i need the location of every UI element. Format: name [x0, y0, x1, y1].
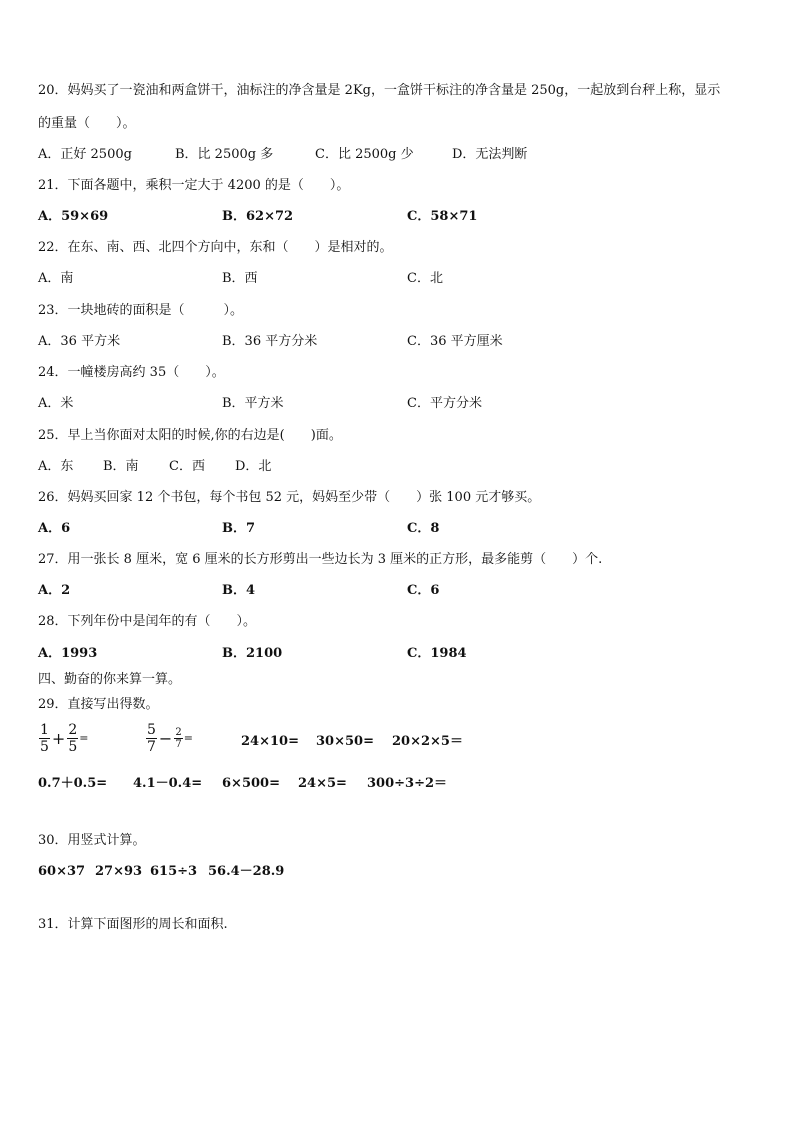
q29-expr: 20×2×5＝ [392, 734, 463, 749]
q30-expr: 60×37 [38, 864, 86, 879]
q30-expr: 56.4－28.9 [208, 864, 285, 879]
q29-expr: 0.7＋0.5= [38, 776, 108, 791]
q29-expr: 24×5= [298, 776, 347, 791]
q26-option-c: C．8 [407, 521, 440, 536]
operator: − [158, 728, 173, 748]
q28-stem: 28．下列年份中是闰年的有（ ）。 [38, 614, 257, 629]
q29-fraction-expr-1 [38, 722, 88, 755]
q27-option-b: B．4 [222, 583, 256, 598]
section-heading: 四、勤奋的你来算一算。 [38, 672, 182, 687]
q24-option-b: B．平方米 [222, 396, 284, 411]
q24-option-c: C．平方分米 [407, 396, 482, 411]
denominator: 5 [40, 739, 49, 755]
fraction [67, 722, 78, 755]
numerator: 2 [175, 727, 182, 738]
q23-option-b: B．36 平方分米 [222, 334, 318, 349]
q29-expr: 300÷3÷2＝ [367, 776, 448, 791]
q30-expr: 615÷3 [150, 864, 198, 879]
q25-option-c: C．西 [169, 459, 205, 474]
fraction [146, 722, 157, 755]
q21-option-a: A．59×69 [38, 209, 109, 224]
fraction [39, 722, 50, 755]
q25-option-d: D．北 [235, 459, 272, 474]
q21-stem: 21．下面各题中，乘积一定大于 4200 的是（ ）。 [38, 178, 350, 193]
q28-option-c: C．1984 [407, 646, 467, 661]
q21-option-c: C．58×71 [407, 209, 478, 224]
q25-stem: 25．早上当你面对太阳的时候,你的右边是( )面。 [38, 428, 342, 443]
q21-option-b: B．62×72 [222, 209, 294, 224]
q25-option-a: A．东 [38, 459, 74, 474]
q27-option-a: A．2 [38, 583, 71, 598]
q29-stem: 29．直接写出得数。 [38, 697, 159, 712]
q30-expr: 27×93 [95, 864, 143, 879]
q24-option-a: A．米 [38, 396, 74, 411]
q29-expr: 4.1－0.4= [133, 776, 203, 791]
equals-sign: = [183, 731, 193, 745]
q29-expr: 24×10= [241, 734, 299, 749]
q26-option-b: B．7 [222, 521, 256, 536]
q20-option-b: B．比 2500g 多 [175, 147, 274, 162]
q22-option-c: C．北 [407, 271, 443, 286]
q26-stem: 26．妈妈买回家 12 个书包，每个书包 52 元，妈妈至少带（ ）张 100 元才够买。 [38, 490, 541, 505]
equals-sign: = [79, 731, 89, 745]
q20-stem-line2: 的重量（ ）。 [38, 116, 136, 131]
q29-expr: 30×50= [316, 734, 374, 749]
q23-stem: 23．一块地砖的面积是（ ）。 [38, 303, 244, 318]
q22-stem: 22．在东、南、西、北四个方向中，东和（ ）是相对的。 [38, 240, 393, 255]
q20-option-a: A．正好 2500g [38, 147, 132, 162]
fraction [174, 727, 182, 750]
q29-fraction-expr-2 [145, 722, 193, 755]
q20-option-d: D．无法判断 [452, 147, 528, 162]
q27-stem: 27．用一张长 8 厘米，宽 6 厘米的长方形剪出一些边长为 3 厘米的正方形，最多能剪（ ）个. [38, 552, 603, 567]
q22-option-a: A．南 [38, 271, 74, 286]
q29-expr: 6×500= [222, 776, 280, 791]
numerator: 5 [147, 722, 156, 738]
denominator: 7 [175, 739, 182, 750]
q24-stem: 24．一幢楼房高约 35（ ）。 [38, 365, 225, 380]
q28-option-b: B．2100 [222, 646, 283, 661]
denominator: 5 [68, 739, 78, 755]
q25-option-b: B．南 [103, 459, 139, 474]
numerator: 2 [68, 722, 78, 738]
q22-option-b: B．西 [222, 271, 258, 286]
q31-stem: 31．计算下面图形的周长和面积. [38, 917, 228, 932]
q26-option-a: A．6 [38, 521, 71, 536]
q23-option-a: A．36 平方米 [38, 334, 121, 349]
q27-option-c: C．6 [407, 583, 440, 598]
q20-option-c: C．比 2500g 少 [315, 147, 414, 162]
q20-stem-line1: 20．妈妈买了一瓷油和两盒饼干，油标注的净含量是 2Kg，一盒饼干标注的净含量是 250g，一起放到台秤上称，显示 [38, 83, 721, 98]
q28-option-a: A．1993 [38, 646, 98, 661]
operator: + [51, 728, 66, 748]
denominator: 7 [147, 739, 156, 755]
q30-stem: 30．用竖式计算。 [38, 833, 146, 848]
q23-option-c: C．36 平方厘米 [407, 334, 503, 349]
numerator: 1 [40, 722, 49, 738]
